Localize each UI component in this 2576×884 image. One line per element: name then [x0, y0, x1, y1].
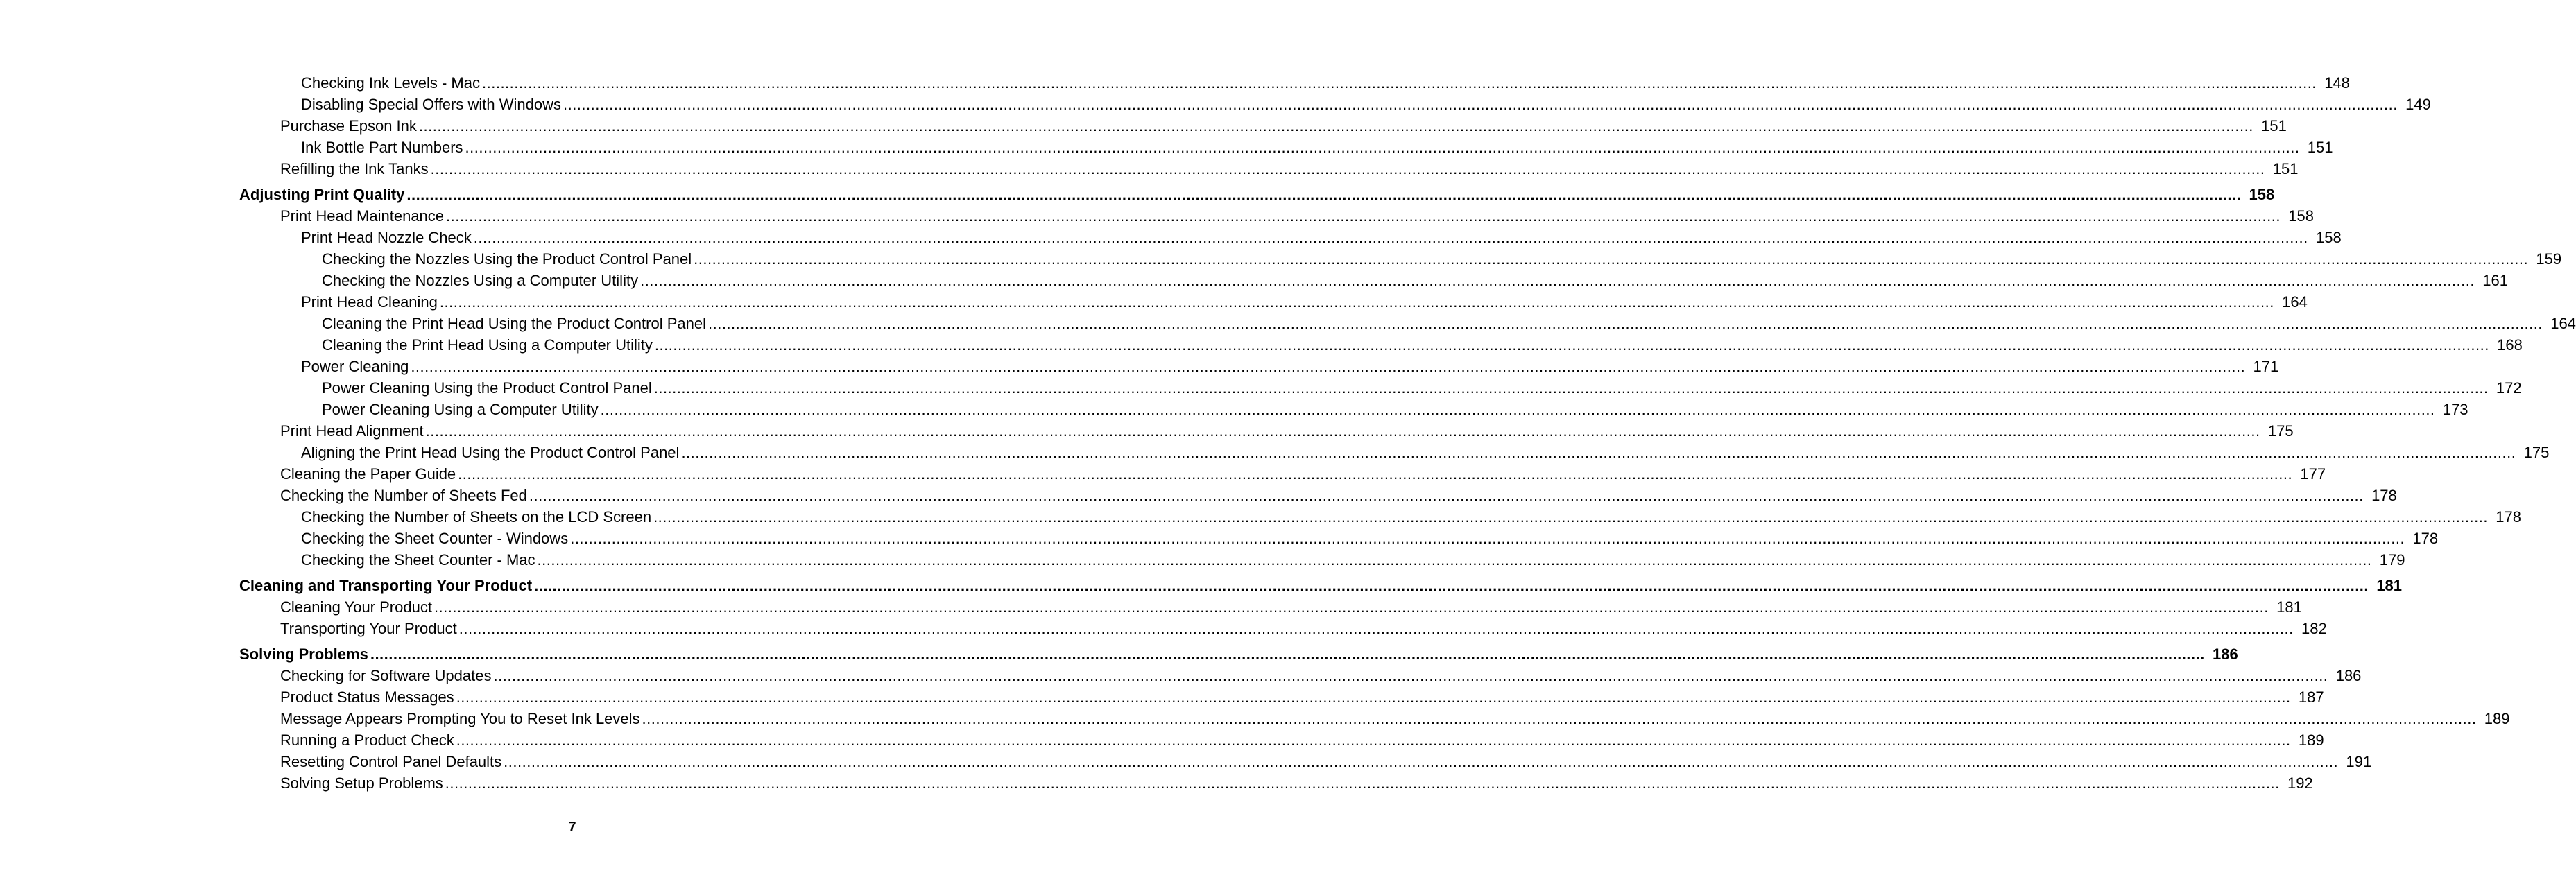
toc-entry-title: Power Cleaning Using a Computer Utility — [322, 401, 599, 418]
toc-entry[interactable] — [239, 356, 2279, 377]
toc-entry-page: 191 — [2346, 753, 2372, 770]
toc-entry-page: 187 — [2298, 688, 2324, 706]
toc-entry-title: Checking the Sheet Counter - Windows — [301, 530, 569, 547]
dot-leader: ................................................................................................................................................................................................................................................................................................................................................................................................................ — [433, 598, 2269, 616]
toc-entry-title: Product Status Messages — [280, 688, 454, 706]
toc-entry[interactable] — [239, 506, 2521, 528]
dot-leader: ................................................................................................................................................................................................................................................................................................................................................................................................................ — [406, 186, 2242, 203]
toc-entry-title: Cleaning Your Product — [280, 598, 432, 616]
toc-entry-page: 151 — [2272, 160, 2299, 177]
toc-entry-title: Purchase Epson Ink — [280, 117, 417, 135]
toc-entry[interactable] — [239, 248, 2562, 270]
dot-leader: ................................................................................................................................................................................................................................................................................................................................................................................................................ — [654, 336, 2489, 354]
toc-entry-page: 148 — [2324, 74, 2350, 92]
toc-entry-page: 178 — [2412, 530, 2439, 547]
toc-entry-page: 151 — [2261, 117, 2287, 135]
toc-entry[interactable] — [239, 596, 2302, 618]
toc-entry-title: Cleaning the Paper Guide — [280, 465, 456, 483]
dot-leader: ................................................................................................................................................................................................................................................................................................................................................................................................................ — [370, 645, 2205, 663]
toc-entry[interactable] — [239, 463, 2326, 485]
toc-entry-title: Running a Product Check — [280, 731, 454, 749]
toc-entry-title: Checking the Nozzles Using a Computer Utility — [322, 272, 639, 289]
dot-leader: ................................................................................................................................................................................................................................................................................................................................................................................................................ — [694, 250, 2529, 268]
dot-leader: ................................................................................................................................................................................................................................................................................................................................................................................................................ — [465, 139, 2300, 156]
toc-entry[interactable] — [239, 227, 2342, 248]
toc-entry-page: 189 — [2484, 710, 2510, 727]
toc-entry-title: Transporting Your Product — [280, 620, 457, 637]
dot-leader: ................................................................................................................................................................................................................................................................................................................................................................................................................ — [653, 508, 2488, 526]
toc-entry-page: 158 — [2288, 207, 2314, 225]
toc-entry-page: 149 — [2405, 96, 2431, 113]
toc-entry[interactable] — [239, 399, 2468, 420]
toc-entry[interactable] — [239, 377, 2522, 399]
toc-entry[interactable] — [239, 94, 2431, 115]
dot-leader: ................................................................................................................................................................................................................................................................................................................................................................................................................ — [430, 160, 2265, 177]
dot-leader: ................................................................................................................................................................................................................................................................................................................................................................................................................ — [600, 401, 2435, 418]
dot-leader: ................................................................................................................................................................................................................................................................................................................................................................................................................ — [534, 577, 2369, 594]
toc-entry-title: Aligning the Print Head Using the Product Control Panel — [301, 444, 680, 461]
toc-entry-page: 151 — [2307, 139, 2333, 156]
toc-entry-title: Checking the Nozzles Using the Product Control Panel — [322, 250, 692, 268]
dot-leader: ................................................................................................................................................................................................................................................................................................................................................................................................................ — [425, 422, 2260, 440]
toc-entry-page: 178 — [2371, 487, 2397, 504]
toc-entry-title: Print Head Maintenance — [280, 207, 445, 225]
dot-leader: ................................................................................................................................................................................................................................................................................................................................................................................................................ — [458, 465, 2293, 483]
toc-entry[interactable] — [239, 270, 2508, 291]
toc-entry[interactable] — [239, 528, 2439, 549]
toc-entry[interactable] — [239, 137, 2333, 158]
dot-leader: ................................................................................................................................................................................................................................................................................................................................................................................................................ — [570, 530, 2405, 547]
toc-entry[interactable] — [239, 313, 2576, 334]
toc-entry[interactable] — [239, 334, 2523, 356]
toc-entry-page: 159 — [2536, 250, 2562, 268]
toc-entry-page: 158 — [2315, 229, 2342, 246]
toc-entry-page: 181 — [2376, 577, 2403, 594]
toc-entry-page: 186 — [2335, 667, 2362, 684]
dot-leader: ................................................................................................................................................................................................................................................................................................................................................................................................................ — [418, 117, 2253, 135]
toc-entry[interactable] — [239, 115, 2287, 137]
toc-entry-title: Print Head Cleaning — [301, 293, 438, 311]
toc-entry-title: Ink Bottle Part Numbers — [301, 139, 463, 156]
toc-entry-page: 158 — [2249, 186, 2275, 203]
toc-entry-title: Adjusting Print Quality — [239, 186, 405, 203]
toc-entry-page: 177 — [2300, 465, 2326, 483]
dot-leader: ................................................................................................................................................................................................................................................................................................................................................................................................................ — [458, 620, 2294, 637]
toc-entry-page: 168 — [2497, 336, 2523, 354]
toc-entry-title: Power Cleaning — [301, 358, 409, 375]
dot-leader: ................................................................................................................................................................................................................................................................................................................................................................................................................ — [642, 710, 2477, 727]
toc-entry-title: Solving Problems — [239, 645, 368, 663]
toc-entry-page: 175 — [2267, 422, 2294, 440]
toc-entry[interactable] — [239, 665, 2362, 686]
toc-entry[interactable] — [239, 291, 2308, 313]
dot-leader: ................................................................................................................................................................................................................................................................................................................................................................................................................ — [504, 753, 2339, 770]
dot-leader: ................................................................................................................................................................................................................................................................................................................................................................................................................ — [537, 551, 2372, 569]
table-of-contents — [239, 72, 2576, 794]
toc-entry-title: Power Cleaning Using the Product Control Panel — [322, 379, 652, 397]
toc-entry-title: Solving Setup Problems — [280, 774, 443, 792]
toc-entry-page: 164 — [2550, 315, 2576, 332]
toc-entry[interactable] — [239, 72, 2350, 94]
dot-leader: ................................................................................................................................................................................................................................................................................................................................................................................................................ — [411, 358, 2246, 375]
dot-leader: ................................................................................................................................................................................................................................................................................................................................................................................................................ — [446, 207, 2281, 225]
dot-leader: ................................................................................................................................................................................................................................................................................................................................................................................................................ — [445, 774, 2280, 792]
toc-entry-page: 179 — [2379, 551, 2405, 569]
toc-entry-title: Checking Ink Levels - Mac — [301, 74, 480, 92]
toc-entry-title: Checking the Number of Sheets on the LCD Screen — [301, 508, 652, 526]
toc-entry[interactable] — [239, 751, 2372, 772]
toc-entry-title: Print Head Alignment — [280, 422, 424, 440]
toc-entry[interactable] — [239, 643, 2238, 665]
toc-entry[interactable] — [239, 442, 2550, 463]
dot-leader: ................................................................................................................................................................................................................................................................................................................................................................................................................ — [681, 444, 2516, 461]
toc-entry-title: Checking for Software Updates — [280, 667, 492, 684]
toc-entry-title: Cleaning the Print Head Using a Computer Utility — [322, 336, 653, 354]
toc-entry-page: 172 — [2496, 379, 2522, 397]
toc-entry-page: 175 — [2523, 444, 2550, 461]
toc-entry-page: 192 — [2287, 774, 2313, 792]
toc-entry-page: 189 — [2298, 731, 2324, 749]
toc-entry-title: Cleaning the Print Head Using the Product Control Panel — [322, 315, 706, 332]
page-number: 7 — [568, 820, 576, 835]
dot-leader: ................................................................................................................................................................................................................................................................................................................................................................................................................ — [439, 293, 2274, 311]
toc-entry-title: Checking the Number of Sheets Fed — [280, 487, 527, 504]
toc-entry-title: Print Head Nozzle Check — [301, 229, 472, 246]
toc-entry[interactable] — [239, 184, 2275, 205]
toc-entry-title: Message Appears Prompting You to Reset Ink Levels — [280, 710, 640, 727]
toc-entry-title: Checking the Sheet Counter - Mac — [301, 551, 535, 569]
dot-leader: ................................................................................................................................................................................................................................................................................................................................................................................................................ — [456, 731, 2291, 749]
toc-entry-page: 178 — [2496, 508, 2521, 526]
toc-entry[interactable] — [239, 729, 2324, 751]
dot-leader: ................................................................................................................................................................................................................................................................................................................................................................................................................ — [708, 315, 2543, 332]
toc-entry[interactable] — [239, 549, 2405, 571]
toc-entry[interactable] — [239, 708, 2510, 729]
toc-entry-page: 173 — [2442, 401, 2468, 418]
toc-entry-page: 186 — [2213, 645, 2238, 663]
toc-entry-page: 171 — [2253, 358, 2279, 375]
dot-leader: ................................................................................................................................................................................................................................................................................................................................................................................................................ — [640, 272, 2475, 289]
toc-entry[interactable] — [239, 618, 2327, 639]
dot-leader: ................................................................................................................................................................................................................................................................................................................................................................................................................ — [482, 74, 2317, 92]
toc-entry-page: 164 — [2282, 293, 2308, 311]
toc-entry[interactable] — [239, 420, 2294, 442]
dot-leader: ................................................................................................................................................................................................................................................................................................................................................................................................................ — [493, 667, 2328, 684]
dot-leader: ................................................................................................................................................................................................................................................................................................................................................................................................................ — [456, 688, 2291, 706]
toc-entry[interactable] — [239, 205, 2314, 227]
dot-leader: ................................................................................................................................................................................................................................................................................................................................................................................................................ — [529, 487, 2364, 504]
toc-entry-page: 161 — [2482, 272, 2508, 289]
toc-entry-page: 181 — [2276, 598, 2302, 616]
toc-entry[interactable] — [239, 485, 2397, 506]
toc-entry[interactable] — [239, 158, 2299, 180]
toc-entry-page: 182 — [2301, 620, 2327, 637]
toc-entry[interactable] — [239, 575, 2403, 596]
dot-leader: ................................................................................................................................................................................................................................................................................................................................................................................................................ — [473, 229, 2308, 246]
dot-leader: ................................................................................................................................................................................................................................................................................................................................................................................................................ — [653, 379, 2489, 397]
toc-entry-title: Refilling the Ink Tanks — [280, 160, 429, 177]
toc-entry-title: Resetting Control Panel Defaults — [280, 753, 502, 770]
toc-entry-title: Disabling Special Offers with Windows — [301, 96, 561, 113]
toc-entry[interactable] — [239, 772, 2313, 794]
toc-entry-title: Cleaning and Transporting Your Product — [239, 577, 533, 594]
toc-entry[interactable] — [239, 686, 2324, 708]
dot-leader: ................................................................................................................................................................................................................................................................................................................................................................................................................ — [563, 96, 2398, 113]
